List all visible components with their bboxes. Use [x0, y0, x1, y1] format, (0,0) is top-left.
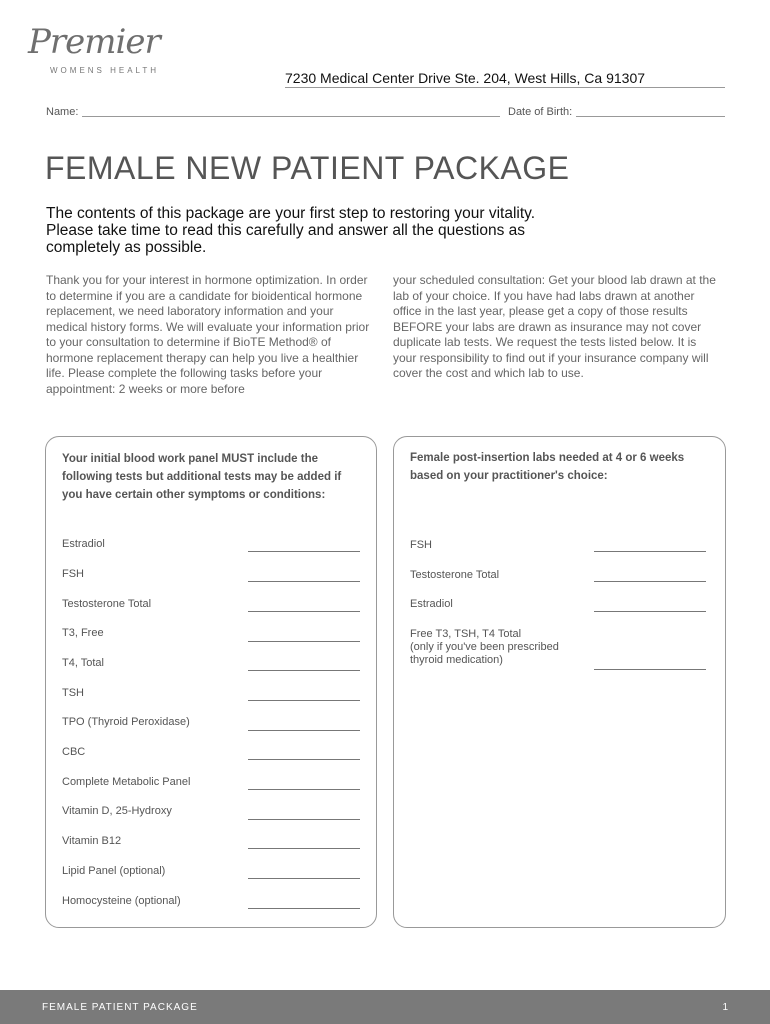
test-answer-line[interactable] [594, 580, 706, 582]
name-label: Name: [46, 106, 79, 118]
test-label: Homocysteine (optional) [62, 895, 181, 907]
post-insertion-labs-box [393, 436, 726, 928]
test-answer-line[interactable] [594, 610, 706, 612]
test-label: Estradiol [62, 538, 105, 550]
page-number: 1 [722, 1002, 728, 1013]
logo-subtitle: WOMENS HEALTH [50, 66, 160, 75]
test-answer-line[interactable] [248, 669, 360, 671]
initial-labs-box [45, 436, 377, 928]
page-footer [0, 990, 770, 1024]
intro-text: The contents of this package are your first step to restoring your vitality. Please take time to read this carefully and answer all the questions as completely as possible. [46, 205, 536, 256]
test-note: thyroid medication) [410, 654, 503, 666]
test-answer-line[interactable] [248, 758, 360, 760]
test-label: TPO (Thyroid Peroxidase) [62, 716, 190, 728]
test-answer-line[interactable] [248, 610, 360, 612]
test-answer-line[interactable] [248, 699, 360, 701]
test-label: Estradiol [410, 598, 453, 610]
clinic-address: 7230 Medical Center Drive Ste. 204, West Hills, Ca 91307 [285, 70, 725, 88]
test-answer-line[interactable] [248, 640, 360, 642]
test-label: Free T3, TSH, T4 Total [410, 628, 522, 640]
test-label: Testosterone Total [410, 569, 500, 581]
test-answer-line[interactable] [248, 818, 360, 820]
test-answer-line[interactable] [594, 550, 706, 552]
page-title: FEMALE NEW PATIENT PACKAGE [45, 150, 570, 186]
test-label: Lipid Panel (optional) [62, 865, 166, 877]
dob-field[interactable] [508, 106, 725, 118]
test-label: FSH [410, 539, 432, 551]
test-label: Testosterone Total [62, 598, 152, 610]
post-insertion-labs-heading: Female post-insertion labs needed at 4 or 6 weeks based on your practitioner's choice: [410, 452, 685, 482]
test-answer-line[interactable] [248, 907, 360, 909]
dob-input-line[interactable] [576, 106, 725, 117]
test-answer-line[interactable] [594, 668, 706, 670]
test-label: CBC [62, 746, 86, 758]
test-label: Vitamin B12 [62, 835, 122, 847]
test-label: Vitamin D, 25-Hydroxy [62, 805, 172, 817]
body-text-left: Thank you for your interest in hormone optimization. In order to determine if you are a candidate for bioidentical hormone replacement, we need laboratory information and your medical history forms. We will evaluate your information prior to your consultation to determine if BioTE Method® of hormone replacement therapy can help you live a healthier life. Please complete the following tasks before your appointment: 2 weeks or more before [46, 273, 370, 396]
footer-label: FEMALE PATIENT PACKAGE [42, 1002, 198, 1013]
test-answer-line[interactable] [248, 877, 360, 879]
test-answer-line[interactable] [248, 788, 360, 790]
name-field[interactable] [46, 106, 500, 118]
test-answer-line[interactable] [248, 847, 360, 849]
name-input-line[interactable] [82, 106, 500, 117]
test-label: T4, Total [62, 657, 104, 669]
dob-label: Date of Birth: [508, 106, 573, 118]
test-note: (only if you've been prescribed [410, 641, 559, 653]
test-label: TSH [62, 687, 84, 699]
test-label: Complete Metabolic Panel [62, 776, 191, 788]
logo-wordmark: Premier [28, 22, 160, 62]
test-answer-line[interactable] [248, 729, 360, 731]
test-label: FSH [62, 568, 84, 580]
logo [28, 18, 178, 80]
initial-labs-heading: Your initial blood work panel MUST include the following tests but additional tests may be added if you have certain other symptoms or conditions: [62, 453, 342, 501]
test-answer-line[interactable] [248, 580, 360, 582]
body-text-right: your scheduled consultation: Get your blood lab drawn at the lab of your choice. If you have had labs drawn at another office in the last year, please get a copy of those results BEFORE your labs are drawn as insurance may not cover duplicate lab tests. We request the tests listed below. It is your responsibility to find out if your insurance company will cover the cost and which lab to use. [393, 273, 716, 380]
test-label: T3, Free [62, 627, 104, 639]
test-answer-line[interactable] [248, 550, 360, 552]
